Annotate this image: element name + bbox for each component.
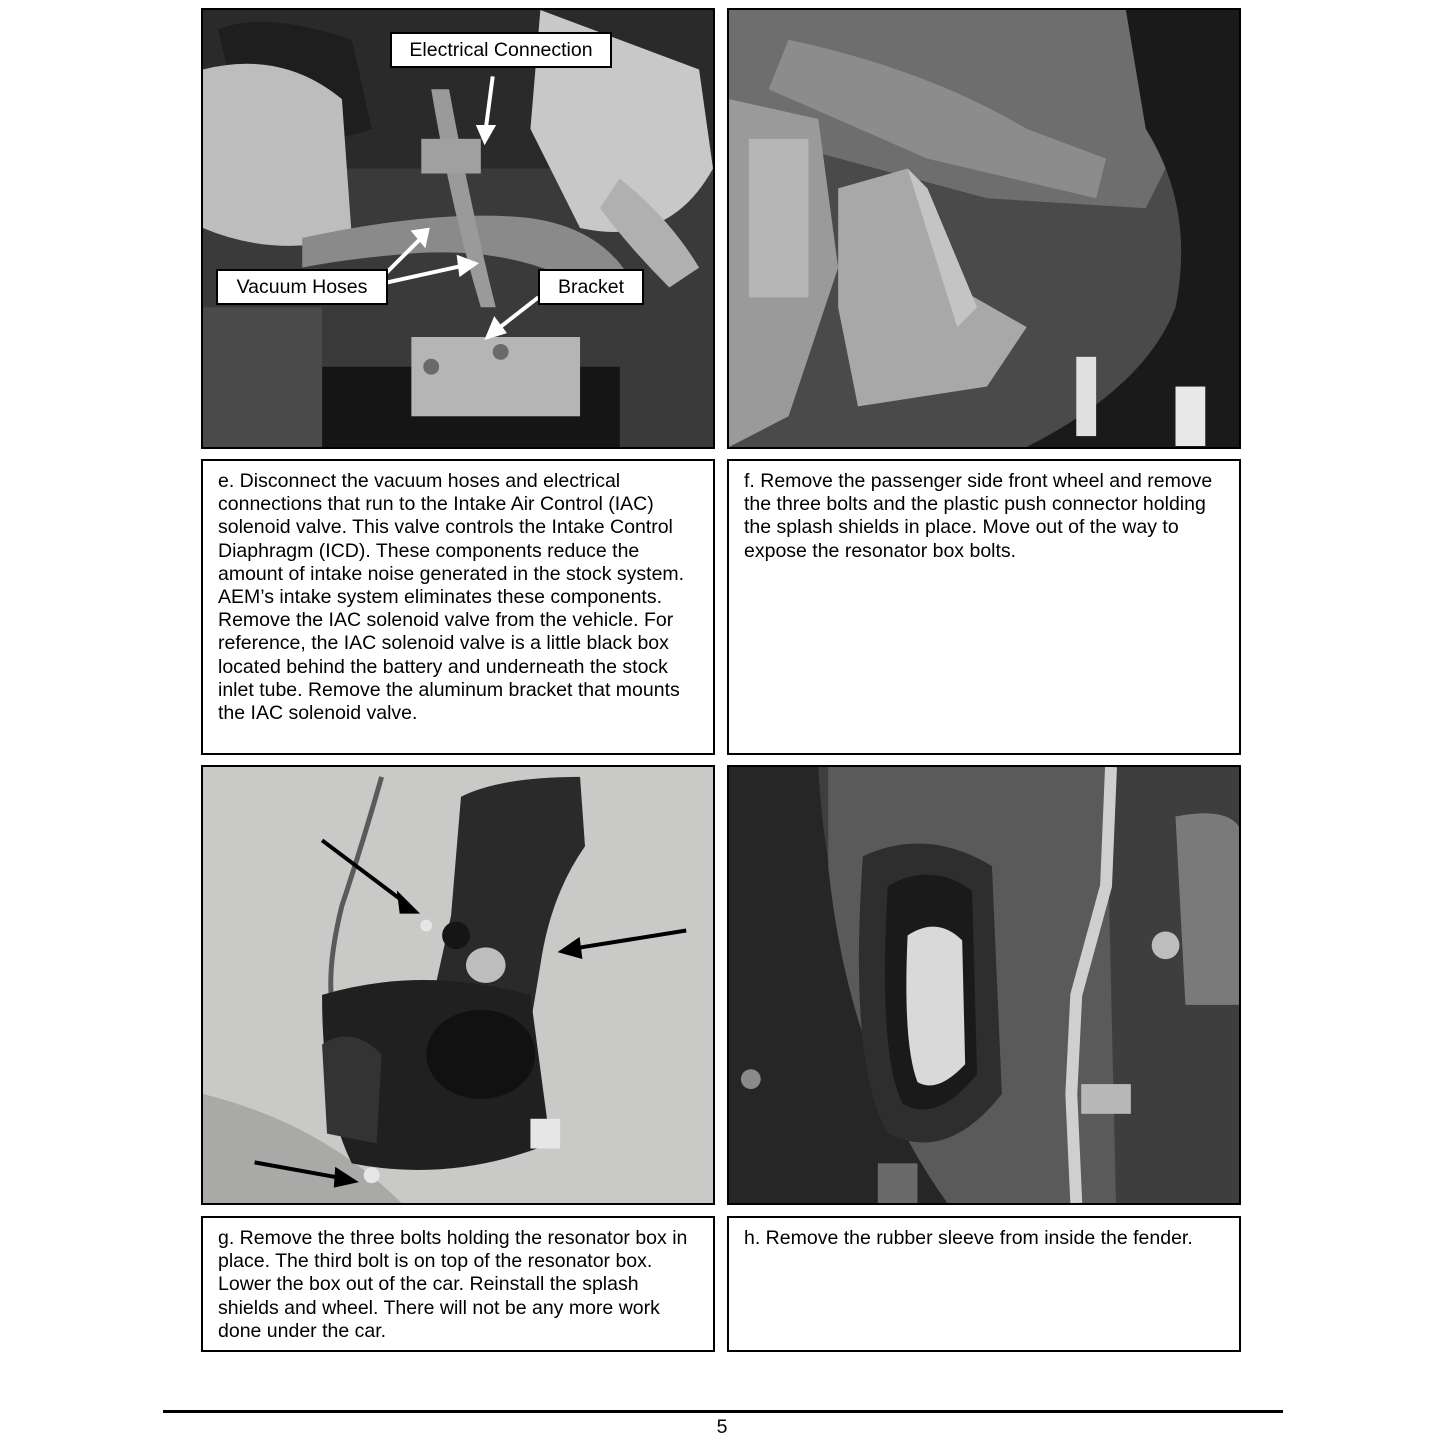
step-f-caption: f. Remove the passenger side front wheel and remove the three bolts and the plastic push connector holding the splash shields in place. Move out of the way to expose the resonator box bolts. [727, 459, 1241, 755]
step-e-caption: e. Disconnect the vacuum hoses and electrical connections that run to the Intake Air Control (IAC) solenoid valve. This valve controls the Intake Control Diaphragm (ICD). These components reduce the amount of intake noise generated in the stock system. AEM’s intake system eliminates these components. Remove the IAC solenoid valve from the vehicle. For reference, the IAC solenoid valve is a little black box located behind the battery and underneath the stock inlet tube. Remove the aluminum bracket that mounts the IAC solenoid valve. [201, 459, 715, 755]
callout-bracket: Bracket [538, 269, 644, 305]
photo-e [201, 8, 715, 449]
engine-bay-photo-icon [203, 10, 713, 447]
callout-electrical-connection: Electrical Connection [390, 32, 612, 68]
step-h-caption: h. Remove the rubber sleeve from inside the fender. [727, 1216, 1241, 1352]
page-number: 5 [716, 1416, 728, 1438]
photo-g [201, 765, 715, 1205]
footer-rule [163, 1410, 1283, 1413]
wheel-well-photo-icon [729, 10, 1239, 447]
step-g-caption: g. Remove the three bolts holding the resonator box in place. The third bolt is on top of the resonator box. Lower the box out of the car. Reinstall the splash shields and wheel. There will not be any more work done under the car. [201, 1216, 715, 1352]
photo-f [727, 8, 1241, 449]
resonator-box-photo-icon [203, 767, 713, 1203]
photo-h [727, 765, 1241, 1205]
fender-sleeve-photo-icon [729, 767, 1239, 1203]
callout-vacuum-hoses: Vacuum Hoses [216, 269, 388, 305]
